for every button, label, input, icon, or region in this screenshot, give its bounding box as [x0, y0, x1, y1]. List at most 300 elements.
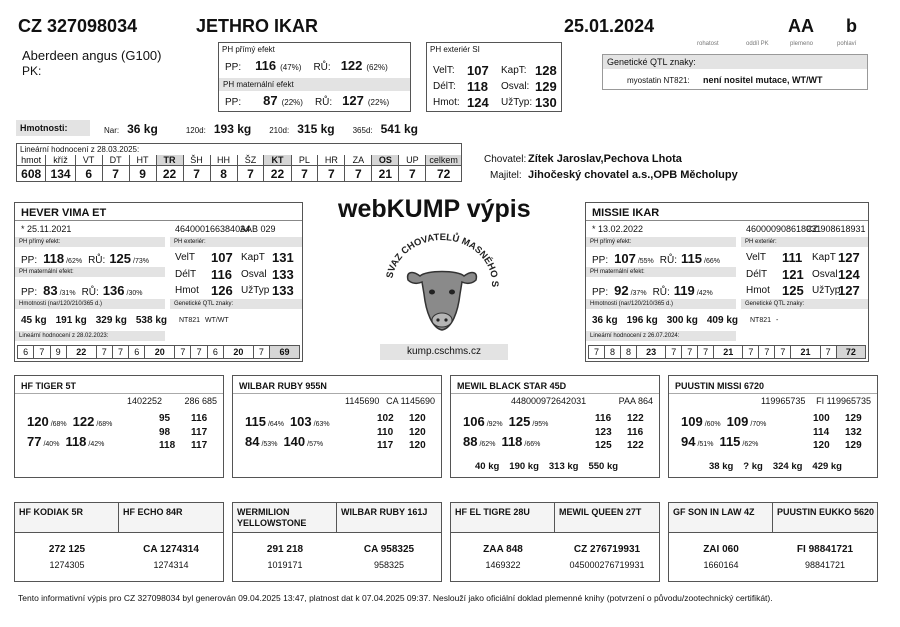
ext-uztyp-label: UžTyp:: [501, 97, 533, 108]
linear-value: 21: [372, 166, 399, 182]
grandparent-weight: 40 kg: [475, 461, 500, 472]
grandparent-value: 115: [719, 434, 741, 449]
grandparent-ext: 116: [627, 427, 644, 438]
animal-name: JETHRO IKAR: [196, 16, 319, 36]
sire-ru: 125: [109, 251, 132, 266]
great-grandparent-card: [233, 503, 337, 533]
ph-exterior-box: [426, 42, 562, 112]
sire-ru-pct: /73%: [133, 258, 149, 265]
sire-ext-label-2b: Osval: [241, 269, 267, 280]
logo: [372, 232, 512, 340]
great-grandparent-card: [669, 503, 773, 533]
grandparent-ext: 117: [191, 440, 208, 451]
ph-box: [218, 42, 411, 112]
grandparent-reg: 1145690: [345, 396, 380, 406]
dam-mat-ru-pct: /42%: [696, 290, 713, 297]
ph-direct-pp-pct: (47%): [280, 63, 302, 72]
great-grandparent-card: [451, 503, 555, 533]
grandparent-ext: 120: [409, 427, 426, 438]
ph-maternal-ru-pct: (22%): [367, 98, 390, 107]
grandparent-pct: /62%: [479, 441, 496, 448]
logo-text: SVAZ CHOVATELŮ MASNÉHO S: [384, 232, 501, 288]
sire-ext-value-2b: 133: [272, 267, 294, 282]
grandparent-pct: /66%: [524, 441, 541, 448]
sire-ext-value-3a: 126: [211, 283, 233, 298]
breeder-label: Chovatel:: [484, 154, 527, 165]
grandparent-reg: 448000972642031: [511, 396, 587, 406]
sire-name: HEVER VIMA ET: [21, 207, 107, 219]
sire-reg: 464000166384034: [175, 224, 251, 234]
dam-lin-title: Lineární hodnocení z 26.07.2024:: [586, 331, 736, 341]
grandparent-name: MEWIL BLACK STAR 45D: [457, 381, 567, 391]
dam-weight: 196 kg: [626, 315, 658, 326]
grandparent-ext: 117: [191, 427, 208, 438]
ext-delt: 118: [467, 79, 488, 94]
great-grandparent-name: WILBAR RUBY 161J: [341, 507, 428, 517]
dam-lin-value: 21: [791, 346, 820, 359]
sire-weight: 329 kg: [95, 315, 127, 326]
ph-direct-ru-label: RŮ:: [313, 62, 331, 73]
sire-ext-value-1a: 107: [211, 250, 233, 265]
weight-210d-label: 210d:: [269, 126, 290, 135]
great-grandparent-name: HF KODIAK 5R: [19, 507, 84, 517]
dam-ru-pct: /66%: [704, 258, 720, 265]
grandparent-pct: /63%: [313, 421, 330, 428]
grandparent-ext: 95: [159, 413, 171, 424]
grandparent-ext: 114: [813, 427, 830, 438]
grandparent-value: 88: [463, 434, 478, 449]
grandparent-ext: 110: [377, 427, 394, 438]
sub-label-horn: rohatost: [697, 41, 719, 47]
page-title: webKUMP výpis: [338, 195, 531, 223]
grandparent-pct: /60%: [704, 421, 721, 428]
dam-lin-value: 21: [714, 346, 743, 359]
grandparent-value: 77: [27, 434, 42, 449]
grandparent-value: 109: [681, 414, 703, 429]
grandparent-value: 84: [245, 434, 260, 449]
grandparent-name: HF TIGER 5T: [21, 381, 77, 391]
grandparent-ext: 117: [377, 440, 394, 451]
linear-value: 7: [291, 166, 318, 182]
dam-lin-value: 23: [636, 346, 665, 359]
ph-exterior-title: PH exteriér SI: [430, 45, 480, 54]
animal-id: CZ 327098034: [18, 16, 138, 36]
linear-header: UP: [399, 155, 426, 166]
ph-maternal-pp-label: PP:: [225, 97, 242, 108]
grandparent-ext: 118: [159, 440, 176, 451]
grandparent-weight: ? kg: [743, 461, 763, 472]
dam-mat-pp: 92: [614, 283, 629, 298]
grandparent-value: 94: [681, 434, 696, 449]
dam-pp-pct: /55%: [637, 258, 654, 265]
grandparent-pct: /42%: [88, 441, 105, 448]
weight-120d-label: 120d:: [185, 126, 206, 135]
dam-lin-value: 7: [666, 346, 682, 359]
ph-direct-pp-label: PP:: [225, 62, 242, 73]
ext-delt-label: DélT:: [433, 81, 456, 92]
linear-title: Lineární hodnocení z 28.03.2025:: [16, 143, 462, 155]
ext-osval-label: Osval:: [501, 81, 530, 92]
weight-nar-label: Nar:: [104, 126, 120, 135]
grandparent-value: 109: [726, 414, 749, 429]
ph-maternal-pp: 87: [263, 93, 278, 108]
dam-ext-value-1b: 127: [838, 250, 860, 265]
dam-weight: 36 kg: [592, 315, 618, 326]
great-grandparent-card: [15, 503, 119, 533]
great-grandparent-code: ZAI 060: [703, 544, 739, 555]
linear-value: 72: [426, 166, 462, 182]
dam-lin-value: 7: [589, 346, 605, 359]
great-grandparent-card: [773, 503, 877, 533]
great-grandparent-pair: [232, 502, 442, 582]
grandparent-value: 118: [65, 434, 87, 449]
dam-code: CZ 908618931: [806, 224, 866, 234]
sire-lin-table: [17, 345, 300, 359]
grandparent-weight: 38 kg: [709, 461, 734, 472]
ph-direct-ru-pct: (62%): [366, 63, 388, 72]
grandparent-weight: 429 kg: [812, 461, 842, 472]
dam-lin-value: 8: [620, 346, 636, 359]
linear-evaluation: [16, 143, 462, 182]
qtl-title: Genetické QTL znaky:: [603, 55, 867, 69]
website-link[interactable]: kump.cschms.cz: [380, 344, 508, 360]
ph-maternal-ru: 127: [342, 93, 364, 108]
sire-ph-mat-title: PH maternální efekt:: [15, 267, 165, 277]
linear-header: VT: [75, 155, 102, 166]
dam-lin-value: 7: [775, 346, 791, 359]
grandparent-ext: 120: [813, 440, 830, 451]
dam-ext-value-2b: 124: [838, 267, 860, 282]
grandparent-code: PAA 864: [618, 396, 653, 406]
great-grandparent-reg: 1019171: [267, 560, 303, 570]
grandparent-pct: /64%: [267, 421, 284, 428]
sire-ext-label-3b: UžTyp: [241, 285, 270, 296]
ph-direct-title: PH přímý efekt: [222, 45, 275, 54]
grandparent-pct: /95%: [532, 421, 549, 428]
sub-label-pk: oddíl PK: [746, 41, 769, 47]
great-grandparent-name: MEWIL QUEEN 27T: [559, 507, 642, 517]
great-grandparent-reg: 1660164: [703, 560, 739, 570]
grandparent-pct: /68%: [50, 421, 67, 428]
sire-lin-value: 7: [112, 346, 128, 359]
grandparent-card: [668, 375, 878, 478]
sire-lin-value: 7: [34, 346, 50, 359]
grandparent-pct: /40%: [43, 441, 60, 448]
sex: b: [846, 16, 857, 36]
grandparent-ext: 122: [627, 440, 644, 451]
great-grandparent-pair: [668, 502, 878, 582]
sire-code: AAB 029: [240, 224, 276, 234]
linear-value: 608: [17, 166, 46, 182]
sire-mat-ru-pct: /30%: [126, 290, 143, 297]
ext-hmot-label: Hmot:: [433, 97, 460, 108]
ext-uztyp: 130: [535, 95, 557, 110]
dam-name: MISSIE IKAR: [592, 207, 660, 219]
weight-210d: 315 kg: [297, 122, 335, 136]
owner: Jihočeský chovatel a.s.,OPB Měcholupy: [528, 169, 738, 181]
great-grandparent-code: FI 98841721: [796, 544, 854, 555]
grandparent-pct: /70%: [750, 421, 767, 428]
linear-value: 22: [156, 166, 183, 182]
dam-ext-label-3b: UžTyp: [812, 285, 841, 296]
dam-qtl-code: NT821: [750, 317, 772, 324]
sub-label-breed: plemeno: [790, 41, 814, 47]
linear-table: [16, 155, 462, 182]
great-grandparent-reg: 045000276719931: [569, 560, 645, 570]
sire-birth: * 25.11.2021: [21, 224, 72, 234]
weight-120d: 193 kg: [213, 122, 252, 136]
dam-birth: * 13.02.2022: [592, 224, 644, 234]
great-grandparent-reg: 1274305: [49, 560, 85, 570]
weight-365d: 541 kg: [380, 122, 418, 136]
linear-value: 7: [183, 166, 210, 182]
sire-lin-value: 20: [145, 346, 175, 359]
grandparent-ext: 100: [813, 413, 830, 424]
sire-qtl-value: WT/WT: [205, 317, 229, 324]
sire-ru-label: RŮ:: [88, 255, 106, 266]
qtl-value: není nositel mutace, WT/WT: [703, 75, 823, 85]
sire-ext-value-1b: 131: [272, 250, 294, 265]
sire-ext-value-2a: 116: [211, 267, 232, 282]
grandparent-name: WILBAR RUBY 955N: [239, 381, 327, 391]
sire-pp: 118: [43, 251, 65, 266]
great-grandparent-name: PUUSTIN EUKKO 5620: [777, 507, 875, 517]
sire-mat-ru-label: RŮ:: [81, 287, 99, 298]
footer-note: Tento informativní výpis pro CZ 327098034 byl generován 09.04.2025 13:47, platnost dat k 07.04.2025 09:37. Neslouží jako oficiální doklad plemenné knihy (potvrzení o původu/zootechnický certifikát).: [18, 593, 773, 603]
grandparent-pct: /62%: [742, 441, 759, 448]
dam-lin-value: 7: [698, 346, 714, 359]
sire-lin-value: 7: [191, 346, 207, 359]
grandparent-card: [14, 375, 224, 478]
dam-lin-value: 7: [682, 346, 698, 359]
dam-weight: 409 kg: [706, 315, 738, 326]
great-grandparent-name: HF ECHO 84R: [123, 507, 183, 517]
sire-ext-label-1a: VelT: [175, 252, 196, 263]
dam-pp: 107: [614, 251, 636, 266]
dam-ru-label: RŮ:: [659, 255, 678, 266]
linear-value: 7: [102, 166, 129, 182]
dam-ext-label-1b: KapT: [812, 252, 836, 263]
dam-ext-value-1a: 111: [782, 250, 803, 265]
ext-velt-label: VelT:: [433, 65, 455, 76]
great-grandparent-code: CZ 276719931: [573, 544, 641, 555]
grandparent-reg: 119965735: [761, 396, 806, 406]
dam-ru: 115: [681, 251, 703, 266]
grandparent-ext: 125: [595, 440, 612, 451]
dam-lin-table: [588, 345, 866, 359]
linear-header: ŠH: [183, 155, 210, 166]
dam-lin-value: 7: [759, 346, 775, 359]
dam-qtl-title: Genetické QTL znaky:: [741, 299, 868, 309]
dam-lin-value: 72: [836, 346, 865, 359]
linear-header: celkem: [426, 155, 462, 166]
great-grandparent-pair: [450, 502, 660, 582]
linear-header: ZA: [345, 155, 372, 166]
ext-kapt-label: KapT:: [501, 65, 527, 76]
linear-header: HT: [129, 155, 156, 166]
sire-ext-label-2a: DélT: [175, 269, 197, 280]
ph-maternal-title: PH maternální efekt: [219, 78, 410, 91]
linear-header: ŠZ: [237, 155, 264, 166]
sire-lin-title: Lineární hodnocení z 28.02.2023:: [15, 331, 165, 341]
grandparent-value: 120: [27, 414, 49, 429]
grandparent-value: 103: [289, 414, 312, 429]
great-grandparent-name: WERMILION YELLOWSTONE: [237, 507, 307, 528]
great-grandparent-card: [337, 503, 441, 533]
dam-qtl-value: -: [776, 317, 779, 324]
ph-maternal-ru-label: RŮ:: [314, 97, 333, 108]
sire-weights-title: Hmotnosti (nar/120/210/365 d.): [15, 299, 165, 309]
dam-ext-label-2b: Osval: [812, 269, 838, 280]
linear-header: OS: [372, 155, 399, 166]
grandparent-ext: 120: [409, 440, 426, 451]
grandparent-ext: 120: [409, 413, 426, 424]
dam-weight: 300 kg: [666, 315, 698, 326]
sire-qtl-title: Genetické QTL znaky:: [170, 299, 302, 309]
grandparent-weight: 550 kg: [588, 461, 619, 472]
sire-lin-value: 7: [253, 346, 269, 359]
sire-pp-label: PP:: [21, 255, 38, 266]
linear-header: TR: [156, 155, 183, 166]
dam-reg: 460000908618931: [746, 224, 822, 234]
dam-ext-label-1a: VelT: [746, 252, 767, 263]
sire-lin-value: 22: [66, 346, 96, 359]
great-grandparent-reg: 1469322: [485, 560, 521, 570]
linear-header: hmot: [17, 155, 46, 166]
dam-card: [585, 202, 869, 362]
sire-mat-ru: 136: [102, 283, 125, 298]
grandparent-value: 115: [245, 414, 266, 429]
sire-mat-pp: 83: [43, 283, 58, 298]
ext-osval: 129: [535, 79, 557, 94]
linear-value: 134: [46, 166, 75, 182]
great-grandparent-card: [119, 503, 223, 533]
linear-value: 7: [318, 166, 345, 182]
ph-direct-ru: 122: [340, 58, 363, 73]
grandparent-ext: 116: [595, 413, 612, 424]
dam-pp-label: PP:: [592, 255, 609, 266]
weight-365d-label: 365d:: [352, 126, 373, 135]
great-grandparent-code: 291 218: [266, 544, 304, 555]
dam-mat-pp-pct: /37%: [630, 290, 647, 297]
sire-lin-value: 6: [18, 346, 34, 359]
ext-hmot: 124: [467, 95, 489, 110]
sire-lin-value: 9: [50, 346, 66, 359]
dam-lin-value: 7: [743, 346, 759, 359]
great-grandparent-code: CA 958325: [363, 544, 415, 555]
breed: Aberdeen angus (G100): [22, 48, 162, 63]
grandparent-value: 125: [508, 414, 531, 429]
ext-kapt: 128: [535, 63, 557, 78]
grandparent-code: 286 685: [184, 396, 217, 406]
linear-value: 7: [237, 166, 264, 182]
dam-ext-value-2a: 121: [782, 267, 804, 282]
dam-ext-label-3a: Hmot: [746, 285, 770, 296]
sire-lin-value: 6: [129, 346, 145, 359]
linear-value: 22: [264, 166, 291, 182]
cow-logo-icon: [372, 232, 512, 340]
qtl-label: myostatin NT821:: [627, 76, 690, 85]
grandparent-value: 122: [72, 414, 95, 429]
grandparent-ext: 123: [595, 427, 612, 438]
dam-ext-value-3a: 125: [782, 283, 804, 298]
dam-ph-direct-title: PH přímý efekt:: [586, 237, 736, 247]
grandparent-ext: 98: [159, 427, 171, 438]
grandparent-ext: 102: [377, 413, 394, 424]
great-grandparent-name: HF EL TIGRE 28U: [455, 507, 530, 517]
grandparent-pct: /53%: [261, 441, 278, 448]
linear-header: HR: [318, 155, 345, 166]
birth-date: 25.01.2024: [564, 16, 655, 36]
ph-direct-pp: 116: [255, 58, 277, 73]
sire-card: [14, 202, 303, 362]
grandparent-name: PUUSTIN MISSI 6720: [675, 381, 765, 391]
sire-ext-label-1b: KapT: [241, 252, 265, 263]
great-grandparent-code: ZAA 848: [483, 544, 523, 555]
sire-weight: 45 kg: [21, 315, 47, 326]
sire-lin-value: 20: [223, 346, 253, 359]
grandparent-weight: 190 kg: [509, 461, 539, 472]
dam-ext-label-2a: DélT: [746, 269, 768, 280]
linear-value: 7: [345, 166, 372, 182]
ph-maternal-pp-pct: (22%): [281, 98, 303, 107]
horn-status: AA: [788, 16, 814, 36]
linear-header: HH: [210, 155, 237, 166]
weight-nar: 36 kg: [127, 122, 158, 136]
grandparent-pct: /51%: [697, 441, 714, 448]
linear-value: 9: [129, 166, 156, 182]
grandparent-pct: /92%: [486, 421, 503, 428]
sire-lin-value: 7: [175, 346, 191, 359]
dam-ph-mat-title: PH maternální efekt:: [586, 267, 736, 277]
grandparent-reg: 1402252: [127, 396, 163, 406]
linear-header: kříž: [46, 155, 75, 166]
sire-ext-value-3b: 133: [272, 283, 294, 298]
sub-label-sex: pohlaví: [837, 41, 857, 47]
linear-value: 8: [210, 166, 237, 182]
linear-value: 6: [75, 166, 102, 182]
great-grandparent-name: GF SON IN LAW 4Z: [673, 507, 755, 517]
ext-velt: 107: [467, 63, 489, 78]
linear-value: 7: [399, 166, 426, 182]
sire-lin-value: 6: [207, 346, 223, 359]
sire-ext-label-3a: Hmot: [175, 285, 199, 296]
sire-weight: 191 kg: [55, 315, 87, 326]
great-grandparent-pair: [14, 502, 224, 582]
grandparent-ext: 129: [845, 440, 862, 451]
breeder: Zítek Jaroslav,Pechova Lhota: [528, 153, 682, 165]
grandparent-ext: 132: [845, 427, 862, 438]
dam-lin-value: 8: [604, 346, 620, 359]
sire-weight: 538 kg: [135, 315, 167, 326]
weights-label: Hmotnosti:: [16, 120, 90, 136]
grandparent-card: [232, 375, 442, 478]
dam-ext-value-3b: 127: [838, 283, 860, 298]
sire-lin-value: 7: [96, 346, 112, 359]
dam-mat-ru-label: RŮ:: [652, 287, 670, 298]
great-grandparent-code: 272 125: [48, 544, 86, 555]
grandparent-weight: 324 kg: [772, 461, 803, 472]
linear-header: KT: [264, 155, 291, 166]
dam-mat-pp-label: PP:: [592, 287, 609, 298]
sire-ph-ext-title: PH exteriér:: [170, 237, 302, 247]
grandparent-card: [450, 375, 660, 478]
great-grandparent-card: [555, 503, 659, 533]
great-grandparent-reg: 1274314: [153, 560, 189, 570]
great-grandparent-reg: 98841721: [804, 560, 846, 570]
grandparent-ext: 129: [845, 413, 862, 424]
pk-label: PK:: [22, 64, 42, 78]
